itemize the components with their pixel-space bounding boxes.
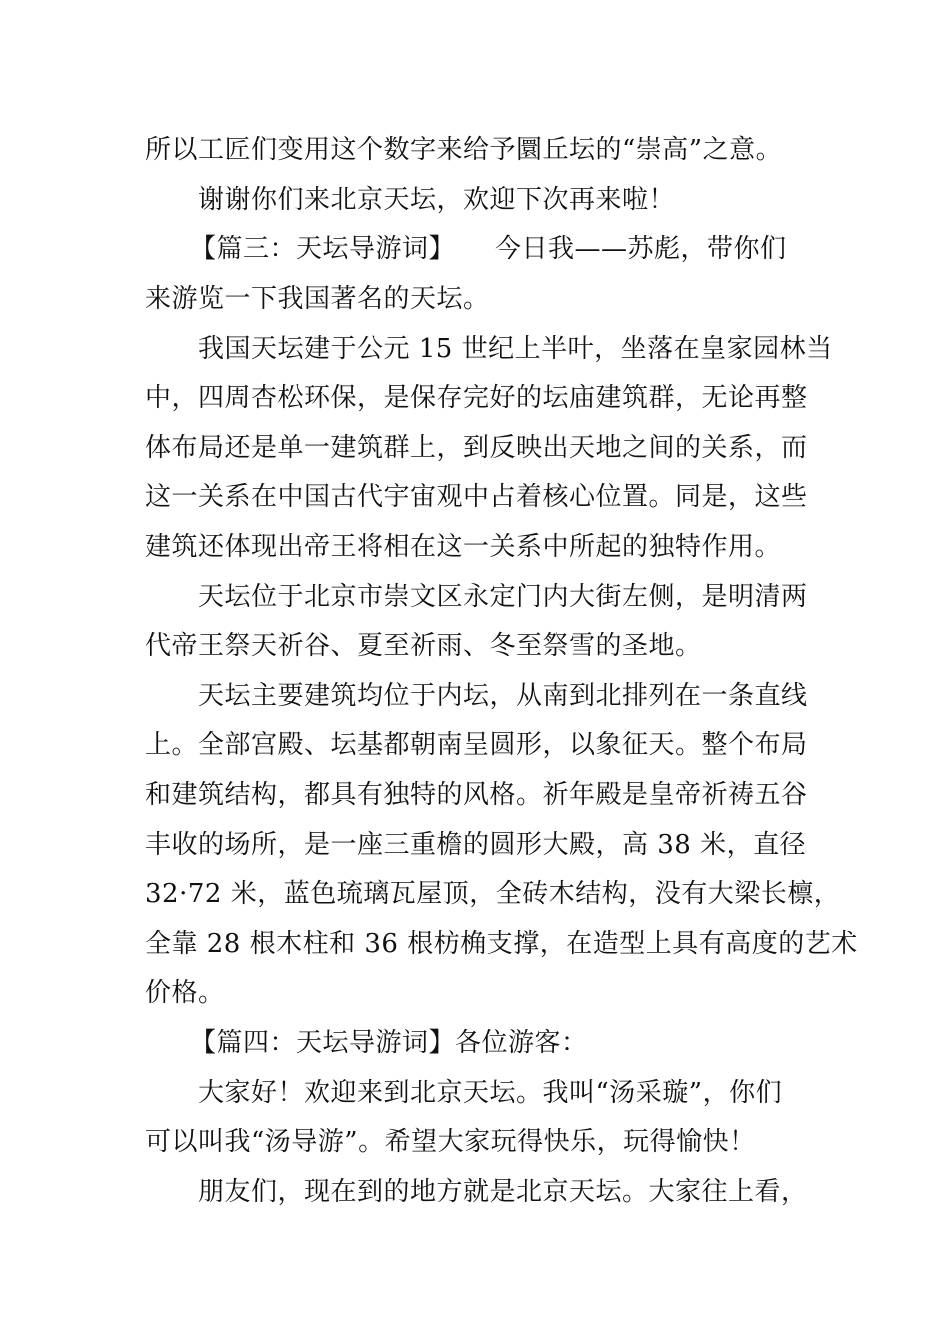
section-heading-line: 【篇四：天坛导游词】各位游客： xyxy=(190,1028,588,1058)
text-line: 所以工匠们变用这个数字来给予圜丘坛的“崇高”之意。 xyxy=(145,135,783,165)
text-line: 代帝王祭天祈谷、夏至祈雨、冬至祭雪的圣地。 xyxy=(145,631,702,661)
text-line: 天坛位于北京市崇文区永定门内大街左侧，是明清两 xyxy=(198,582,808,612)
text-line: 和建筑结构，都具有独特的风格。祈年殿是皇帝祈祷五谷 xyxy=(145,780,808,810)
text-line: 可以叫我“汤导游”。希望大家玩得快乐，玩得愉快！ xyxy=(145,1127,756,1157)
text-line: 朋友们，现在到的地方就是北京天坛。大家往上看， xyxy=(198,1177,808,1207)
text-line: 32·72 米，蓝色琉璃瓦屋顶，全砖木结构，没有大梁长檩， xyxy=(145,879,841,909)
text-line: 全靠 28 根木柱和 36 根枋桷支撑，在造型上具有高度的艺术 xyxy=(145,929,858,959)
text-line: 上。全部宫殿、坛基都朝南呈圆形，以象征天。整个布局 xyxy=(145,730,808,760)
text-line: 谢谢你们来北京天坛，欢迎下次再来啦！ xyxy=(198,185,676,215)
text-line: 丰收的场所，是一座三重檐的圆形大殿，高 38 米，直径 xyxy=(145,830,807,860)
text-line: 价格。 xyxy=(145,978,225,1008)
text-line: 来游览一下我国著名的天坛。 xyxy=(145,284,490,314)
text-line: 建筑还体现出帝王将相在这一关系中所起的独特作用。 xyxy=(145,532,782,562)
text-line: 我国天坛建于公元 15 世纪上半叶，坐落在皇家园林当 xyxy=(198,334,833,364)
text-line: 天坛主要建筑均位于内坛，从南到北排列在一条直线 xyxy=(198,681,808,711)
text-line: 大家好！欢迎来到北京天坛。我叫“汤采璇”，你们 xyxy=(198,1078,783,1108)
text-line: 中，四周杏松环保，是保存完好的坛庙建筑群，无论再整 xyxy=(145,383,808,413)
text-line: 体布局还是单一建筑群上，到反映出天地之间的关系，而 xyxy=(145,433,808,463)
section-heading-line: 【篇三：天坛导游词】 今日我——苏彪，带你们 xyxy=(190,234,787,264)
text-line: 这一关系在中国古代宇宙观中占着核心位置。同是，这些 xyxy=(145,482,808,512)
